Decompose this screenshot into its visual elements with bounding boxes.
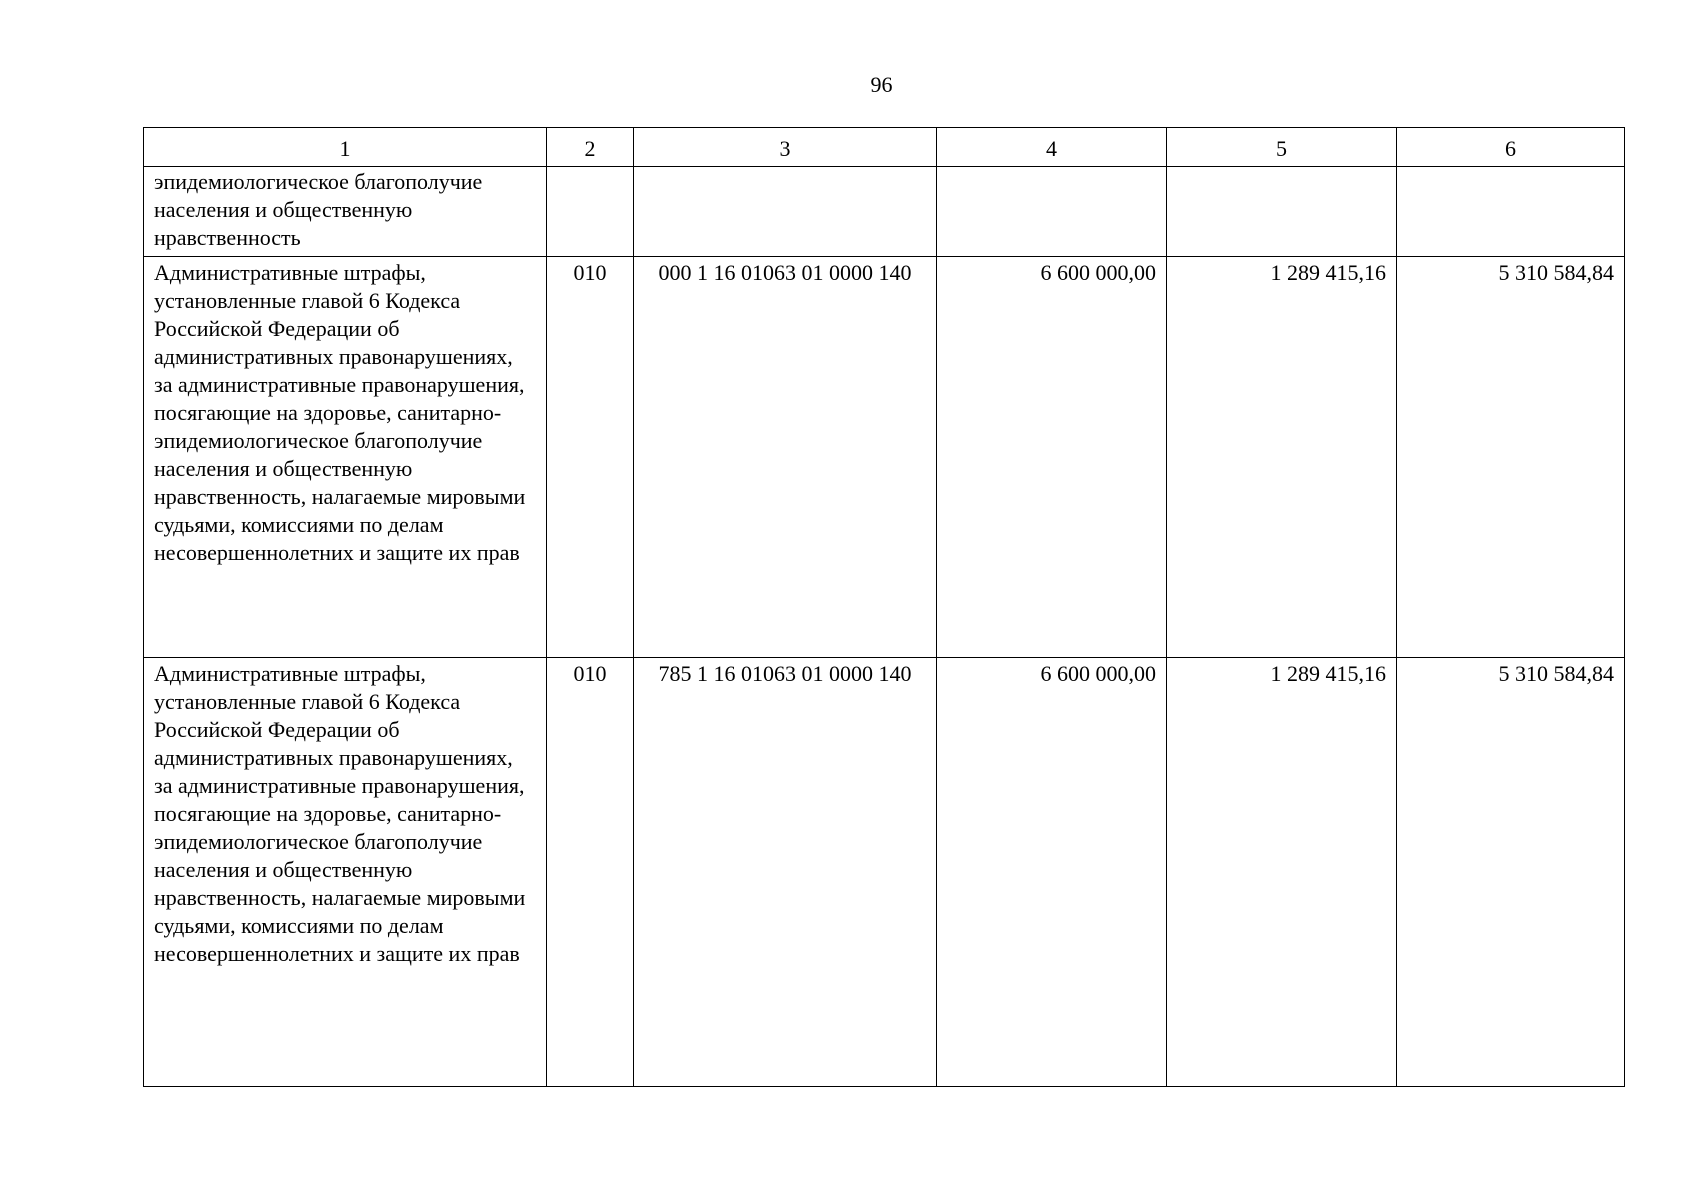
line-code-cell: 010	[547, 658, 634, 1087]
approved-amount-cell: 6 600 000,00	[937, 658, 1167, 1087]
column-header: 2	[547, 128, 634, 167]
approved-amount-cell	[937, 167, 1167, 257]
table-row	[144, 167, 1625, 257]
executed-amount-cell: 1 289 415,16	[1167, 257, 1397, 658]
table-row	[144, 658, 1625, 1087]
column-header: 6	[1397, 128, 1625, 167]
line-code-cell	[547, 167, 634, 257]
row-name-cell: Административные штрафы, установленные главой 6 Кодекса Российской Федерации об административных правонарушениях, за административные правонарушения, посягающие на здоровье, санитарно-эпидемиологическое благополучие населения и общественную нравственность, налагаемые мировыми судьями, комиссиями по делам несовершеннолетних и защите их прав	[144, 658, 547, 1087]
budget-table	[143, 127, 1625, 1087]
table-row	[144, 257, 1625, 658]
column-header: 5	[1167, 128, 1397, 167]
budget-code-cell	[634, 167, 937, 257]
table-header-row	[144, 128, 1625, 167]
unexecuted-amount-cell: 5 310 584,84	[1397, 658, 1625, 1087]
column-header: 4	[937, 128, 1167, 167]
approved-amount-cell: 6 600 000,00	[937, 257, 1167, 658]
executed-amount-cell	[1167, 167, 1397, 257]
executed-amount-cell: 1 289 415,16	[1167, 658, 1397, 1087]
unexecuted-amount-cell: 5 310 584,84	[1397, 257, 1625, 658]
row-name-cell: эпидемиологическое благополучие населения и общественную нравственность	[144, 167, 547, 257]
column-header: 1	[144, 128, 547, 167]
page-number: 96	[870, 72, 893, 97]
budget-code-cell: 785 1 16 01063 01 0000 140	[634, 658, 937, 1087]
column-header: 3	[634, 128, 937, 167]
unexecuted-amount-cell	[1397, 167, 1625, 257]
line-code-cell: 010	[547, 257, 634, 658]
row-name-cell: Административные штрафы, установленные главой 6 Кодекса Российской Федерации об административных правонарушениях, за административные правонарушения, посягающие на здоровье, санитарно-эпидемиологическое благополучие населения и общественную нравственность, налагаемые мировыми судьями, комиссиями по делам несовершеннолетних и защите их прав	[144, 257, 547, 658]
budget-code-cell: 000 1 16 01063 01 0000 140	[634, 257, 937, 658]
